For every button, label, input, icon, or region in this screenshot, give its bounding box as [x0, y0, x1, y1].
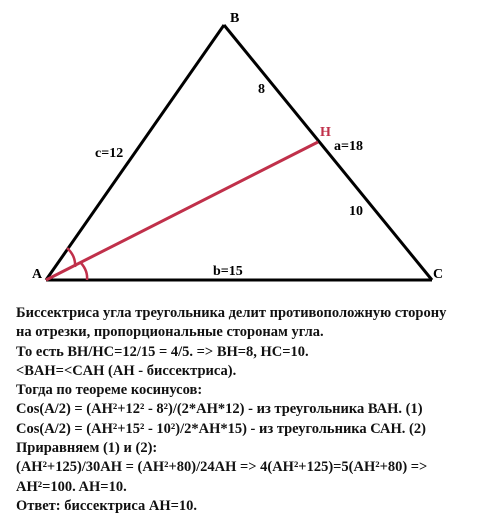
- vertex-label-h: H: [320, 125, 331, 140]
- bisector-ah: [46, 142, 318, 280]
- solution-line: Тогда по теореме косинусов:: [16, 382, 203, 399]
- solution-line: Cos(A/2) = (AH²+15² - 10²)/2*AH*15) - из треугольника САН. (2): [16, 420, 426, 437]
- solution-line: (AH²+125)/30AH = (AH²+80)/24AH => 4(AH²+125)=5(AH²+80) =>: [16, 459, 428, 476]
- solution-line: Биссектриса угла треугольника делит противоположную сторону: [16, 305, 447, 321]
- solution-line: <BAH=<CAH (AH - биссектриса).: [16, 362, 237, 379]
- solution-line: на отрезки, пропорциональные сторонам угла.: [16, 324, 324, 341]
- segment-label-hc: 10: [349, 204, 363, 219]
- angle-arc-cah: [81, 263, 87, 280]
- segment-label-bh: 8: [258, 82, 265, 97]
- vertex-label-c: C: [433, 267, 444, 282]
- side-label-c: c=12: [95, 146, 124, 161]
- angle-arc-bah: [67, 248, 75, 267]
- solution-line: То есть BH/HC=12/15 = 4/5. => BH=8, HC=10.: [16, 343, 309, 360]
- solution-text: [16, 304, 500, 516]
- vertex-label-a: A: [32, 267, 43, 282]
- side-bc: [224, 25, 432, 280]
- solution-line: Cos(A/2) = (AH²+12² - 8²)/(2*AH*12) - из треугольника ВАН. (1): [16, 401, 423, 418]
- solution-line: Ответ: биссектриса АН=10.: [16, 497, 198, 514]
- side-label-a: a=18: [334, 139, 363, 154]
- side-label-b: b=15: [213, 264, 243, 279]
- solution-line: AH²=100. AH=10.: [16, 478, 127, 495]
- side-ab: [46, 25, 224, 280]
- solution-line: Приравняем (1) и (2):: [16, 440, 158, 457]
- vertex-label-b: B: [230, 11, 240, 26]
